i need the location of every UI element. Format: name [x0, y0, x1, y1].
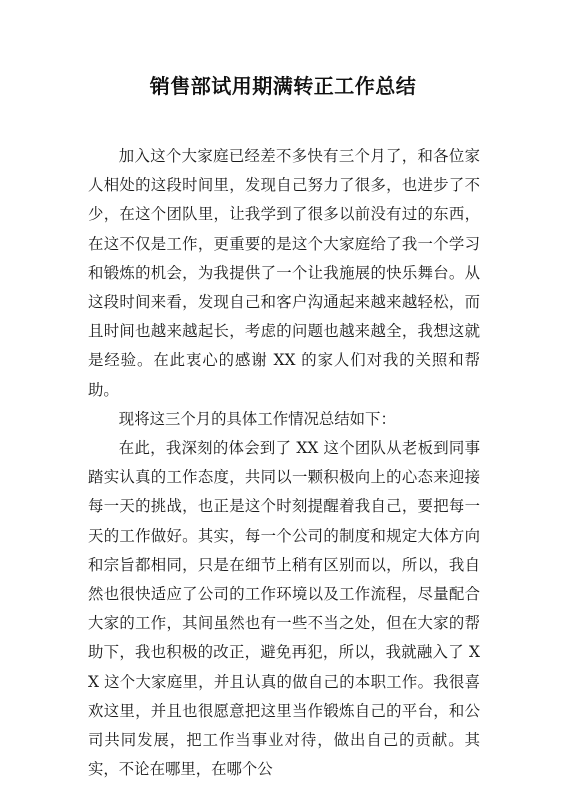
paragraph-intro: 加入这个大家庭已经差不多快有三个月了，和各位家人相处的这段时间里，发现自己努力了很多，也进步了不少，在这个团队里，让我学到了很多以前没有过的东西，在这不仅是工作，更重要的是这个大家庭给了我一个学习和锻炼的机会，为我提供了一个让我施展的快乐舞台。从这段时间来看，发现自己和客户沟通起来越来越轻松，而且时间也越来越起长，考虑的问题也越来越全，我想这就是经验。在此衷心的感谢 XX 的家人们对我的关照和帮助。	[88, 147, 480, 399]
document-title: 销售部试用期满转正工作总结	[149, 74, 417, 98]
paragraph-summary-heading: 现将这三个月的具体工作情况总结如下：	[118, 409, 396, 428]
document-body	[88, 142, 480, 784]
paragraph-work-details: 在此，我深刻的体会到了 XX 这个团队从老板到同事踏实认真的工作态度，共同以一颗积极向上的心态来迎接每一天的挑战，也正是这个时刻提醒着我自己，要把每一天的工作做好。其实，每一个公司的制度和规定大体方向和宗旨都相同，只是在细节上稍有区别而以，所以，我自然也很快适应了公司的工作环境以及工作流程，尽量配合大家的工作，其间虽然也有一些不当之处，但在大家的帮助下，我也积极的改正，避免再犯，所以，我就融入了 XX 这个大家庭里，并且认真的做自己的本职工作。我很喜欢这里，并且也很愿意把这里当作锻炼自己的平台，和公司共同发展，把工作当事业对待，做出自己的贡献。其实，不论在哪里，在哪个公	[88, 439, 480, 779]
